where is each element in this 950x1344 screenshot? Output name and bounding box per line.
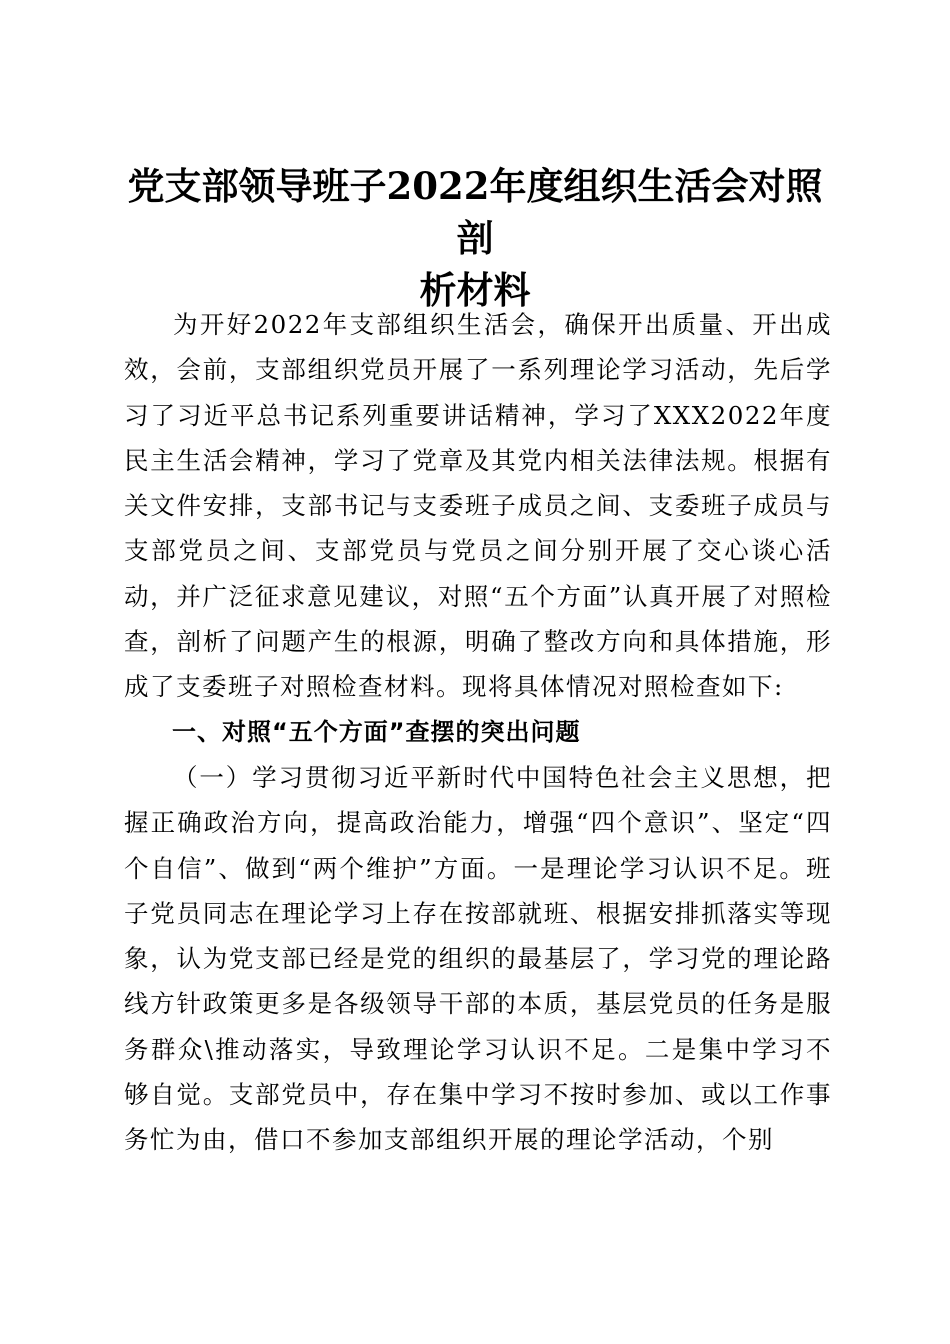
document-title-line-1: 党支部领导班子2022年度组织生活会对照剖 <box>127 164 823 260</box>
document-title-line-2: 析材料 <box>419 268 531 312</box>
document-body <box>124 302 832 1163</box>
intro-paragraph: 为开好2022年支部组织生活会，确保开出质量、开出成效，会前，支部组织党员开展了一系列理论学习活动，先后学习了习近平总书记系列重要讲话精神，学习了XXX2022年度民主生活会精神，学习了党章及其党内相关法律法规。根据有关文件安排，支部书记与支委班子成员之间、支委班子成员与支部党员之间、支部党员与党员之间分别开展了交心谈心活动，并广泛征求意见建议，对照“五个方面”认真开展了对照检查，剖析了问题产生的根源，明确了整改方向和具体措施，形成了支委班子对照检查材料。现将具体情况对照检查如下: <box>124 310 832 702</box>
subsection-1-paragraph: （一）学习贯彻习近平新时代中国特色社会主义思想，把握正确政治方向，提高政治能力，增强“四个意识”、坚定“四个自信”、做到“两个维护”方面。一是理论学习认识不足。班子党员同志在理论学习上存在按部就班、根据安排抓落实等现象，认为党支部已经是党的组织的最基层了，学习党的理论路线方针政策更多是各级领导干部的本质，基层党员的任务是服务群众\推动落实，导致理论学习认识不足。二是集中学习不够自觉。支部党员中，存在集中学习不按时参加、或以工作事务忙为由，借口不参加支部组织开展的理论学活动，个别 <box>124 762 832 1155</box>
section-1-heading: 一、对照“五个方面”查摆的突出问题 <box>172 717 581 746</box>
document-title <box>110 160 840 316</box>
